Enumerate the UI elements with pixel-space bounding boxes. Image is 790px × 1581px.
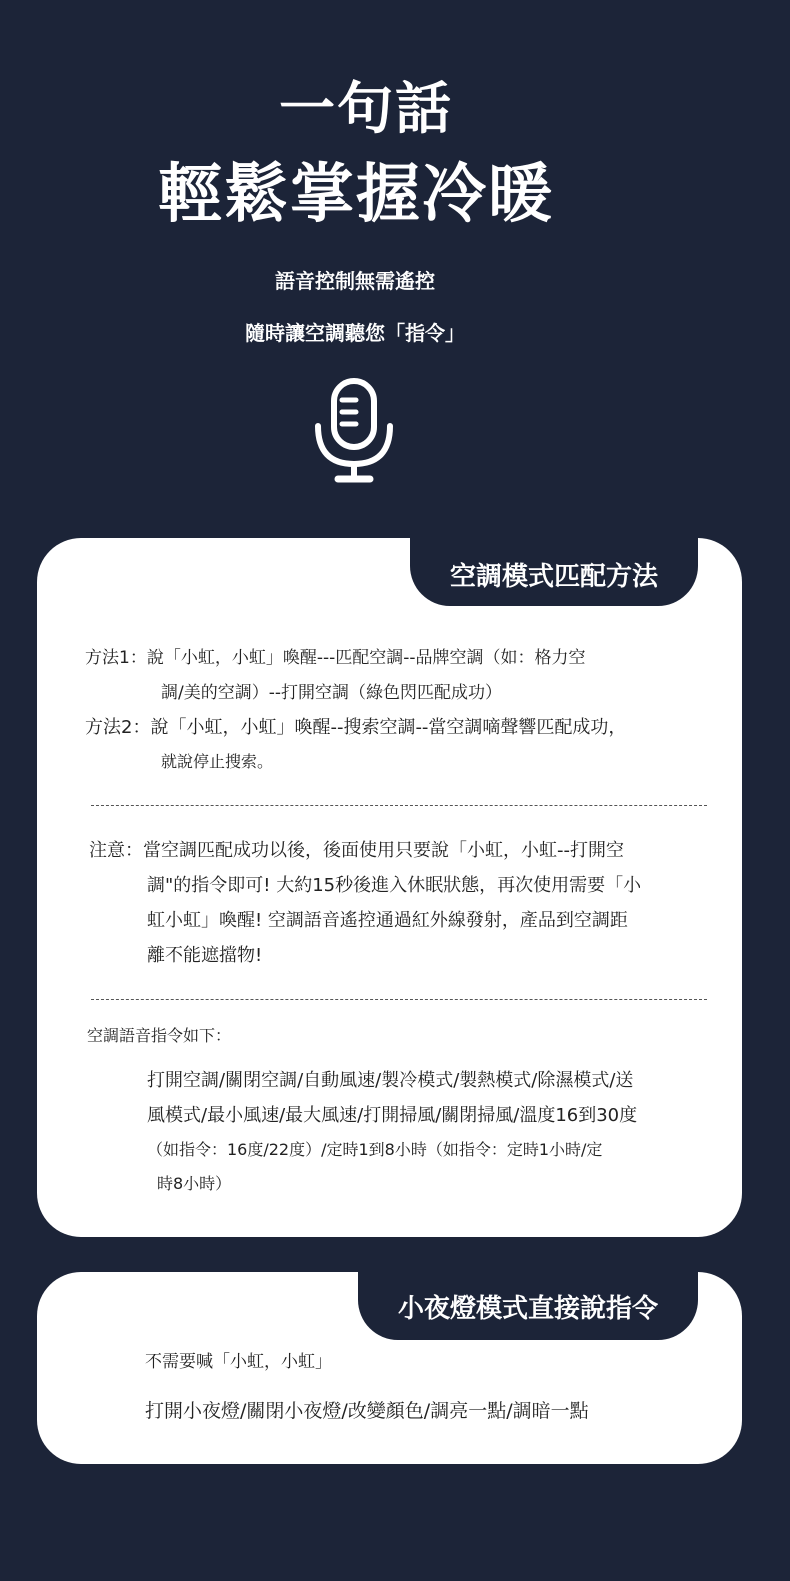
note-line-2: 調"的指令即可! 大約15秒後進入休眠狀態，再次使用需要「小 <box>147 875 642 896</box>
note-line-4: 離不能遮擋物! <box>147 945 263 966</box>
method-1-line-2: 調/美的空調）--打開空調（綠色閃匹配成功） <box>161 683 502 703</box>
divider-1 <box>91 805 707 806</box>
headline-secondary: 輕鬆掌握冷暖 <box>158 158 554 232</box>
matching-method-card <box>37 538 742 1237</box>
night-light-commands: 打開小夜燈/關閉小夜燈/改變顏色/調亮一點/調暗一點 <box>145 1400 589 1422</box>
microphone-icon <box>314 378 394 484</box>
night-light-tab: 小夜燈模式直接說指令 <box>358 1272 698 1340</box>
commands-heading: 空調語音指令如下： <box>87 1026 232 1045</box>
subtitle-voice-control: 語音控制無需遙控 <box>275 269 435 293</box>
note-line-3: 虹小虹」喚醒! 空調語音遙控通過紅外線發射，產品到空調距 <box>147 910 628 931</box>
divider-2 <box>91 999 707 1000</box>
note-line-1: 注意：當空調匹配成功以後，後面使用只要說「小虹，小虹--打開空 <box>89 840 624 861</box>
matching-method-tab: 空調模式匹配方法 <box>410 538 698 606</box>
subtitle-commands: 隨時讓空調聽您「指令」 <box>245 321 465 345</box>
commands-line-4: 時8小時） <box>157 1174 232 1193</box>
commands-line-2: 風模式/最小風速/最大風速/打開掃風/關閉掃風/溫度16到30度 <box>147 1105 638 1126</box>
headline-primary: 一句話 <box>279 77 453 142</box>
method-2-line-2: 就說停止搜索。 <box>161 752 274 771</box>
method-1-line-1: 方法1：說「小虹，小虹」喚醒---匹配空調--品牌空調（如：格力空 <box>85 648 586 668</box>
night-light-card <box>37 1272 742 1464</box>
method-2-line-1: 方法2：說「小虹，小虹」喚醒--搜索空調--當空調嘀聲響匹配成功， <box>85 717 627 738</box>
commands-line-3: （如指令：16度/22度）/定時1到8小時（如指令：定時1小時/定 <box>147 1140 603 1159</box>
commands-line-1: 打開空調/關閉空調/自動風速/製冷模式/製熱模式/除濕模式/送 <box>147 1070 634 1091</box>
night-light-note: 不需要喊「小虹，小虹」 <box>145 1352 332 1372</box>
